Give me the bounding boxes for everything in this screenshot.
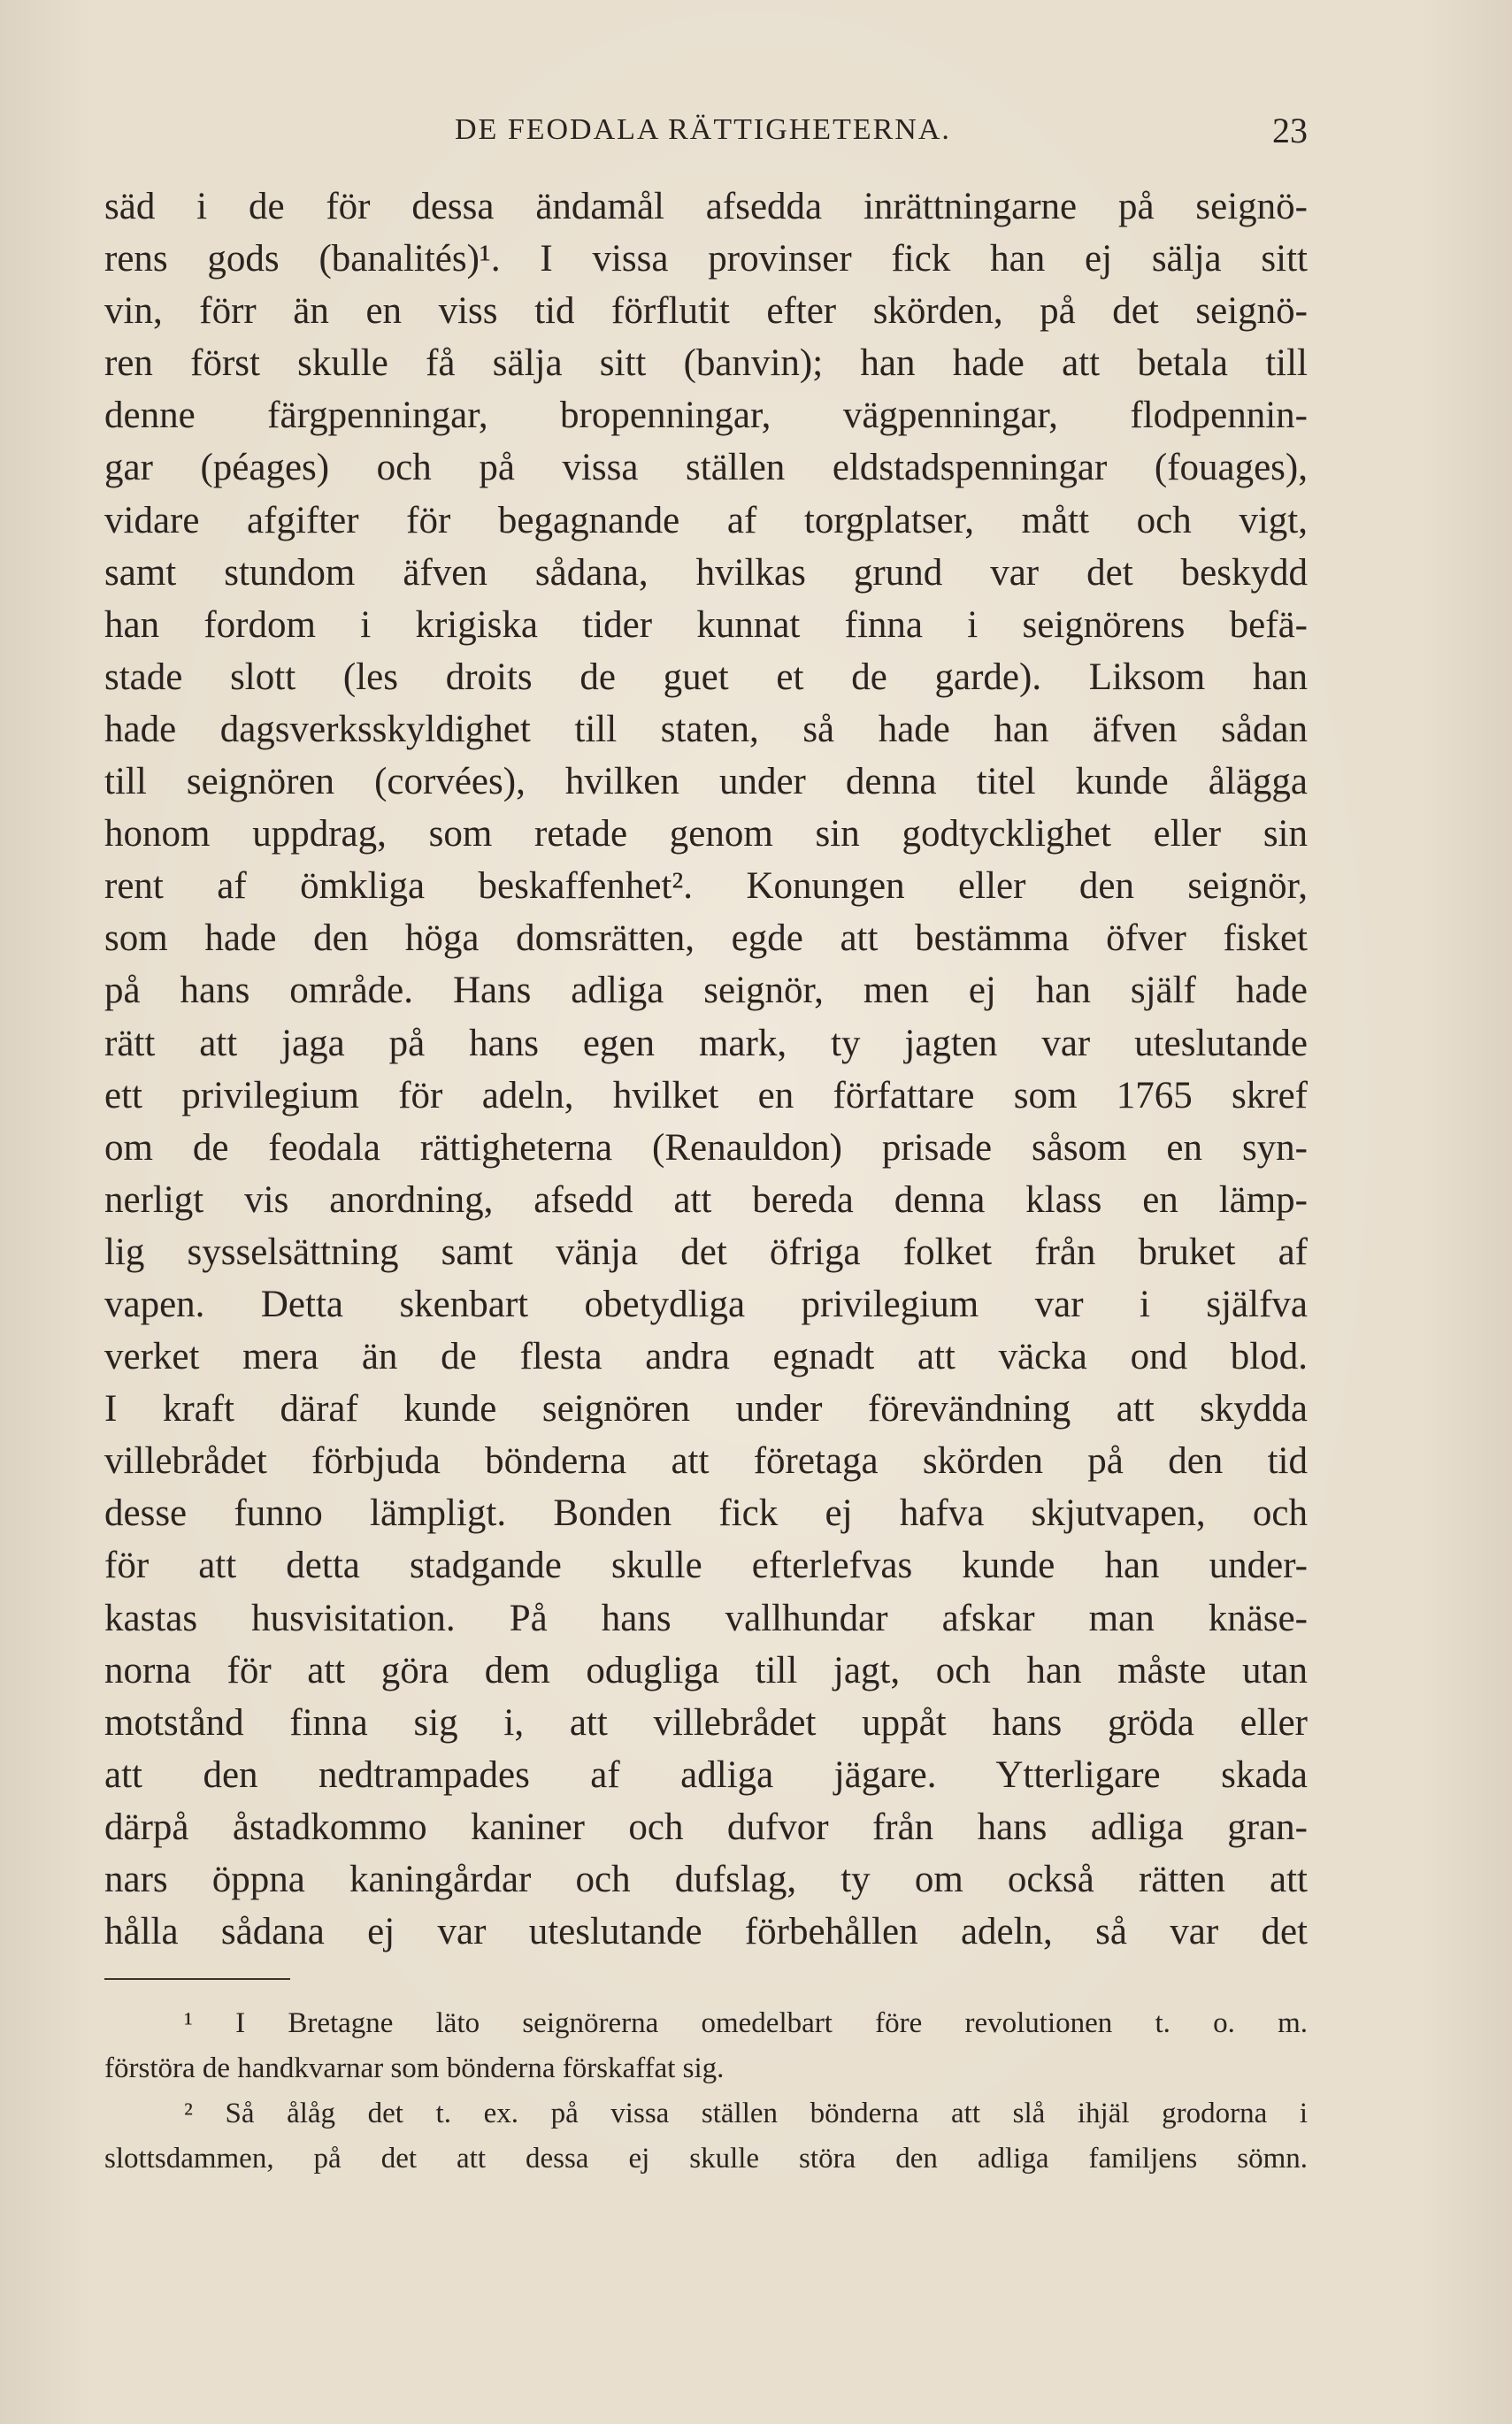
text-line: säd i de för dessa ändamål afsedda inrättningarne på seignö- bbox=[104, 186, 1308, 227]
page-header bbox=[104, 104, 1308, 163]
text-line: denne färgpenningar, bropenningar, vägpenningar, flodpennin- bbox=[104, 395, 1308, 437]
text-line: honom uppdrag, som retade genom sin godtycklighet eller sin bbox=[104, 813, 1308, 855]
text-line: som hade den höga domsrätten, egde att bestämma öfver fisket bbox=[104, 917, 1308, 960]
text-line: desse funno lämpligt. Bonden fick ej hafva skjutvapen, och bbox=[104, 1492, 1308, 1535]
text-line: vapen. Detta skenbart obetydliga privilegium var i själfva bbox=[104, 1283, 1308, 1325]
text-line: ett privilegium för adeln, hvilket en författare som 1765 skref bbox=[104, 1074, 1308, 1116]
footnote-line: förstöra de handkvarnar som bönderna förskaffat sig. bbox=[104, 2052, 725, 2084]
text-line: norna för att göra dem odugliga till jagt, och han måste utan bbox=[104, 1649, 1308, 1691]
text-line: vidare afgifter för begagnande af torgplatser, mått och vigt, bbox=[104, 499, 1308, 541]
text-line: han fordom i krigiska tider kunnat finna i seignörens befä- bbox=[104, 603, 1308, 646]
text-line: hade dagsverksskyldighet till staten, så hade han äfven sådan bbox=[104, 708, 1308, 750]
text-line: gar (péages) och på vissa ställen eldstadspenningar (fouages), bbox=[104, 447, 1308, 489]
text-line: hålla sådana ej var uteslutande förbehållen adeln, så var det bbox=[104, 1911, 1308, 1953]
footnote-line: ¹ I Bretagne läto seignörerna omedelbart före revolutionen t. o. m. bbox=[184, 2007, 1308, 2039]
footnote-line: ² Så ålåg det t. ex. på vissa ställen bönderna att slå ihjäl grodorna i bbox=[184, 2098, 1308, 2129]
text-line: på hans område. Hans adliga seignör, men ej han själf hade bbox=[104, 970, 1308, 1012]
text-line: vin, förr än en viss tid förflutit efter skörden, på det seignö- bbox=[104, 290, 1308, 333]
text-line: motstånd finna sig i, att villebrådet uppåt hans gröda eller bbox=[104, 1701, 1308, 1744]
text-line: verket mera än de flesta andra egnadt att väcka ond blod. bbox=[104, 1336, 1308, 1378]
text-line: samt stundom äfven sådana, hvilkas grund var det beskydd bbox=[104, 551, 1308, 594]
text-line: villebrådet förbjuda bönderna att företaga skörden på den tid bbox=[104, 1440, 1308, 1483]
page-number: 23 bbox=[1272, 111, 1308, 150]
footnotes bbox=[104, 2001, 1308, 2182]
text-line: rens gods (banalités)¹. I vissa provinser fick han ej sälja sitt bbox=[104, 238, 1308, 280]
text-line: ren först skulle få sälja sitt (banvin); han hade att betala till bbox=[104, 342, 1308, 385]
running-head: DE FEODALA RÄTTIGHETERNA. bbox=[455, 113, 951, 146]
body-text bbox=[104, 180, 1308, 1958]
text-line: stade slott (les droits de guet et de garde). Liksom han bbox=[104, 656, 1308, 698]
text-line: rätt att jaga på hans egen mark, ty jagten var uteslutande bbox=[104, 1022, 1308, 1064]
text-line: till seignören (corvées), hvilken under denna titel kunde ålägga bbox=[104, 761, 1308, 803]
text-line: kastas husvisitation. På hans vallhundar afskar man knäse- bbox=[104, 1597, 1308, 1639]
text-line: nars öppna kaningårdar och dufslag, ty om också rätten att bbox=[104, 1859, 1308, 1900]
text-line: därpå åstadkommo kaniner och dufvor från hans adliga gran- bbox=[104, 1806, 1308, 1848]
text-line: att den nedtrampades af adliga jägare. Ytterligare skada bbox=[104, 1753, 1308, 1796]
footnote-line: slottsdammen, på det att dessa ej skulle störa den adliga familjens sömn. bbox=[104, 2143, 1308, 2175]
text-line: rent af ömkliga beskaffenhet². Konungen eller den seignör, bbox=[104, 865, 1308, 908]
footnote-divider bbox=[104, 1978, 290, 1980]
text-line: om de feodala rättigheterna (Renauldon) prisade såsom en syn- bbox=[104, 1126, 1308, 1169]
text-line: nerligt vis anordning, afsedd att bereda denna klass en lämp- bbox=[104, 1178, 1308, 1221]
text-line: lig sysselsättning samt vänja det öfriga folket från bruket af bbox=[104, 1231, 1308, 1273]
text-line: I kraft däraf kunde seignören under förevändning att skydda bbox=[104, 1388, 1308, 1431]
text-line: för att detta stadgande skulle efterlefvas kunde han under- bbox=[104, 1545, 1308, 1587]
